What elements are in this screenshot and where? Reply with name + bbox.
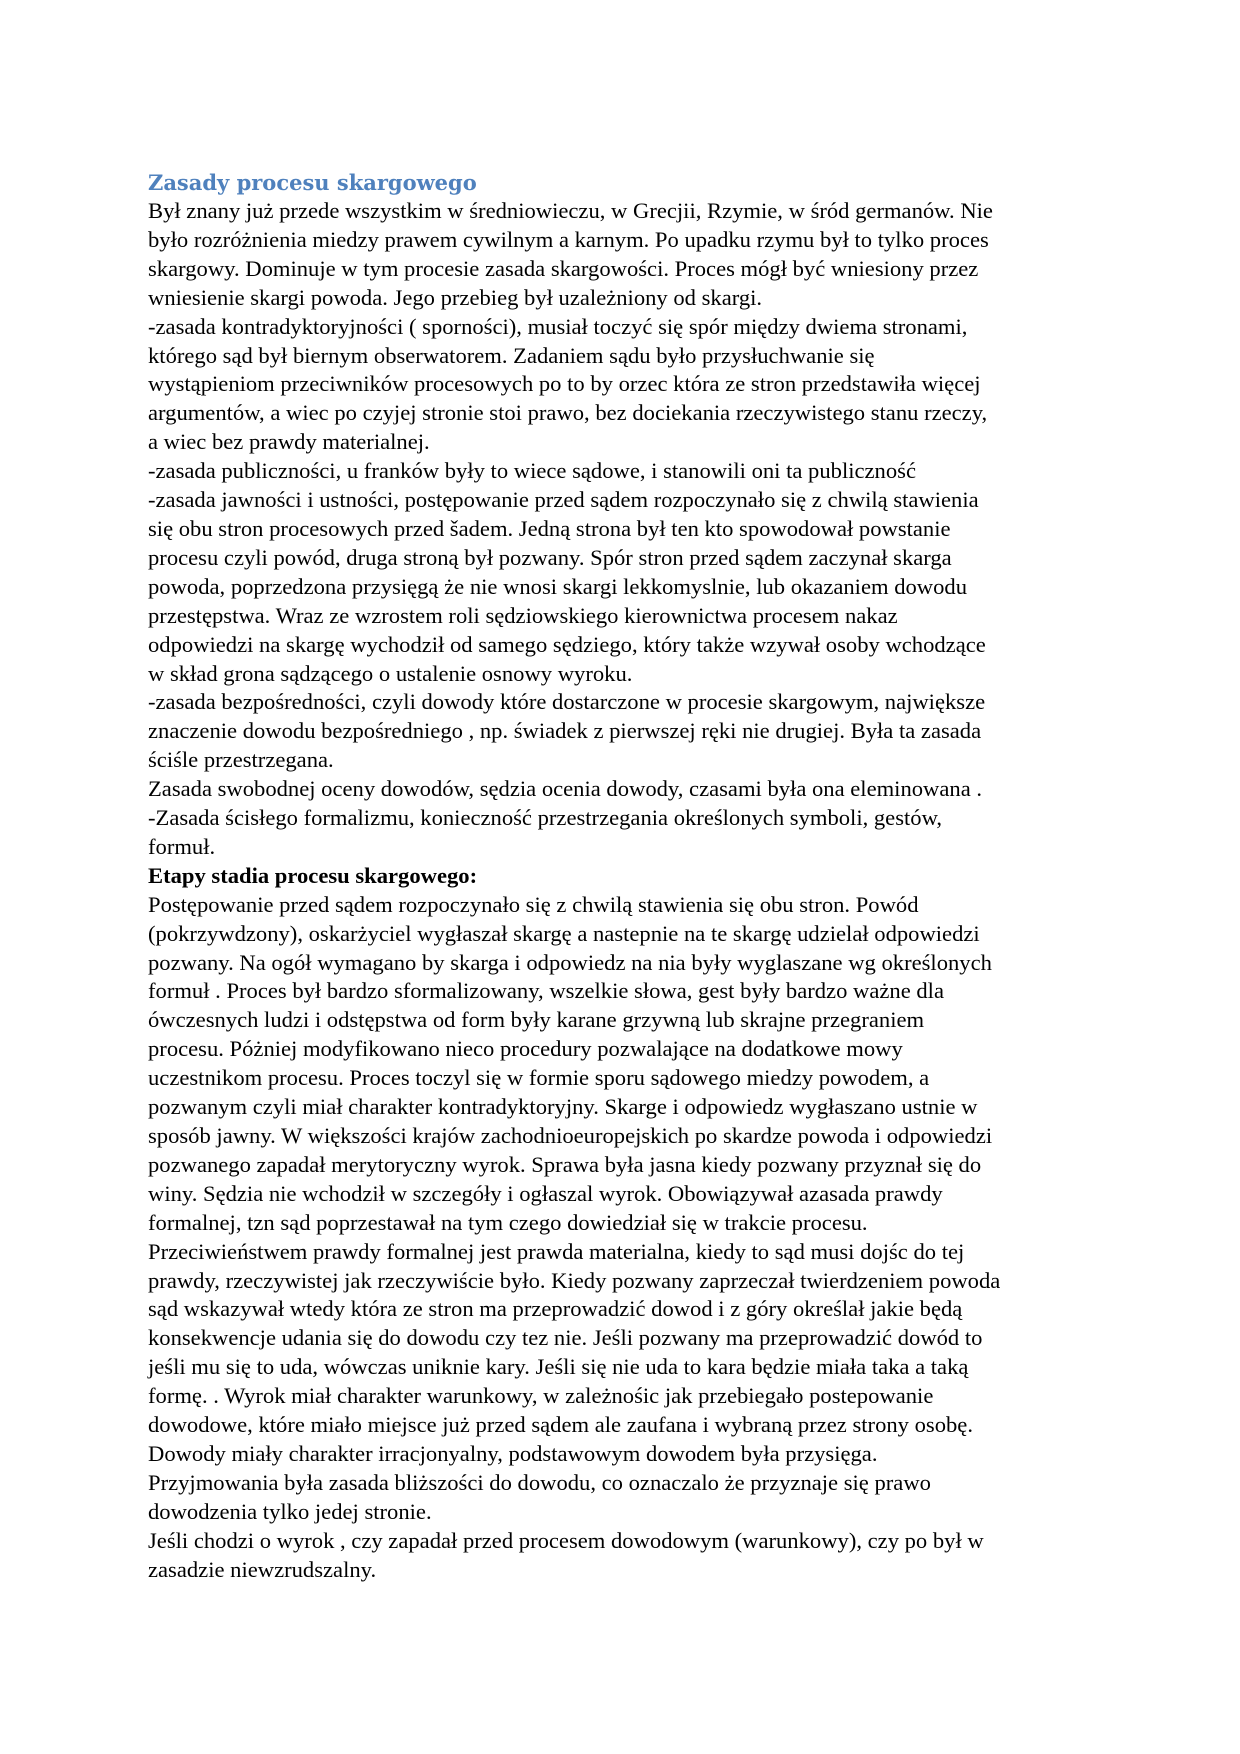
text-line: powoda, poprzedzona przysięgą że nie wnosi skargi lekkomyslnie, lub okazaniem dowodu	[148, 573, 968, 599]
text-line: skargowy. Dominuje w tym procesie zasada skargowości. Proces mógł być wniesiony przez	[148, 255, 979, 281]
document-title: Zasady procesu skargowego	[148, 170, 477, 195]
text-line: pozwany. Na ogół wymagano by skarga i odpowiedz na nia były wyglaszane wg określonych	[148, 949, 992, 975]
text-line: Postępowanie przed sądem rozpoczynało się z chwilą stawienia się obu stron. Powód	[148, 891, 919, 917]
text-line: -zasada publiczności, u franków były to wiece sądowe, i stanowili oni ta publiczność	[148, 458, 916, 484]
text-line: znaczenie dowodu bezpośredniego , np. świadek z pierwszej ręki nie drugiej. Była ta zasada	[148, 718, 982, 744]
text-line: Był znany już przede wszystkim w średniowieczu, w Grecjii, Rzymie, w śród germanów. Nie	[148, 198, 993, 223]
section-principles	[148, 197, 1100, 862]
text-line: formalnej, tzn sąd poprzestawał na tym czego dowiedział się w trakcie procesu.	[148, 1209, 868, 1235]
text-line: formę. . Wyrok miał charakter warunkowy, w zależnośic jak przebiegało postepowanie	[148, 1383, 934, 1409]
text-line: pozwanym czyli miał charakter kontradyktoryjny. Skarge i odpowiedz wygłaszano ustnie w	[148, 1094, 978, 1120]
text-line: formuł.	[148, 833, 216, 859]
text-line: winy. Sędzia nie wchodził w szczegóły i ogłaszal wyrok. Obowiązywał azasada prawdy	[148, 1180, 943, 1206]
text-line: wystąpieniom przeciwników procesowych po to by orzec która ze stron przedstawiła więcej	[148, 371, 981, 397]
text-line: Dowody miały charakter irracjonyalny, podstawowym dowodem była przysięga.	[148, 1440, 878, 1466]
text-line: dowodowe, które miało miejsce już przed sądem ale zaufana i wybraną przez strony osobę.	[148, 1412, 973, 1438]
text-line: Zasada swobodnej oceny dowodów, sędzia ocenia dowody, czasami była ona eleminowana .	[148, 776, 983, 802]
text-line: dowodzenia tylko jedej stronie.	[148, 1498, 432, 1524]
text-line: w skład grona sądzącego o ustalenie osnowy wyroku.	[148, 660, 633, 686]
text-line: ściśle przestrzegana.	[148, 747, 334, 773]
text-line: pozwanego zapadał merytoryczny wyrok. Sprawa była jasna kiedy pozwany przyznał się do	[148, 1151, 982, 1177]
text-line: formuł . Proces był bardzo sformalizowany, wszelkie słowa, gest były bardzo ważne dla	[148, 978, 944, 1004]
text-line: było rozróżnienia miedzy prawem cywilnym a karnym. Po upadku rzymu był to tylko proces	[148, 226, 989, 252]
text-line: -zasada kontradyktoryjności ( sporności), musiał toczyć się spór między dwiema stronami,	[148, 313, 968, 339]
text-line: przestępstwa. Wraz ze wzrostem roli sędziowskiego kierownictwa procesem nakaz	[148, 602, 898, 628]
text-line: Przeciwieństwem prawdy formalnej jest prawda materialna, kiedy to sąd musi dojśc do tej	[148, 1238, 965, 1264]
text-line: a wiec bez prawdy materialnej.	[148, 429, 430, 455]
text-line: Przyjmowania była zasada bliższości do dowodu, co oznaczalo że przyznaje się prawo	[148, 1469, 931, 1495]
section-subheading: Etapy stadia procesu skargowego:	[148, 862, 478, 888]
text-line: procesu. Póżniej modyfikowano nieco procedury pozwalające na dodatkowe mowy	[148, 1036, 903, 1062]
document-page	[148, 168, 1100, 1585]
text-line: ówczesnych ludzi i odstępstwa od form były karane grzywną lub skrajne przegraniem	[148, 1007, 925, 1033]
text-line: się obu stron procesowych przed šadem. Jedną strona był ten kto spowodował powstanie	[148, 515, 951, 541]
text-line: Jeśli chodzi o wyrok , czy zapadał przed procesem dowodowym (warunkowy), czy po był w	[148, 1527, 984, 1553]
text-line: którego sąd był biernym obserwatorem. Zadaniem sądu było przysłuchwanie się	[148, 342, 875, 368]
text-line: wniesienie skargi powoda. Jego przebieg był uzależniony od skargi.	[148, 284, 763, 310]
text-line: sąd wskazywał wtedy która ze stron ma przeprowadzić dowod i z góry określał jakie będą	[148, 1296, 963, 1322]
text-line: jeśli mu się to uda, wówczas uniknie kary. Jeśli się nie uda to kara będzie miała taka a taką	[148, 1354, 969, 1380]
text-line: uczestnikom procesu. Proces toczyl się w formie sporu sądowego miedzy powodem, a	[148, 1065, 930, 1091]
text-line: zasadzie niewzrudszalny.	[148, 1556, 377, 1582]
text-line: -Zasada ścisłego formalizmu, konieczność przestrzegania określonych symboli, gestów,	[148, 805, 943, 831]
text-line: -zasada jawności i ustności, postępowanie przed sądem rozpoczynało się z chwilą stawienia	[148, 487, 979, 513]
text-line: (pokrzywdzony), oskarżyciel wygłaszał skargę a nastepnie na te skargę udzielał odpowiedzi	[148, 920, 980, 946]
text-line: konsekwencje udania się do dowodu czy tez nie. Jeśli pozwany ma przeprowadzić dowód to	[148, 1325, 983, 1351]
text-line: -zasada bezpośredności, czyli dowody które dostarczone w procesie skargowym, największe	[148, 689, 986, 715]
text-line: procesu czyli powód, druga stroną był pozwany. Spór stron przed sądem zaczynał skarga	[148, 544, 952, 570]
text-line: odpowiedzi na skargę wychodził od samego sędziego, który także wzywał osoby wchodzące	[148, 631, 986, 657]
section-stages	[148, 891, 1100, 1585]
text-line: sposób jawny. W większości krajów zachodnioeuropejskich po skardze powoda i odpowiedzi	[148, 1123, 993, 1148]
text-line: prawdy, rzeczywistej jak rzeczywiście było. Kiedy pozwany zaprzeczał twierdzeniem powoda	[148, 1267, 1001, 1293]
text-line: argumentów, a wiec po czyjej stronie stoi prawo, bez dociekania rzeczywistego stanu rzeczy,	[148, 400, 988, 426]
